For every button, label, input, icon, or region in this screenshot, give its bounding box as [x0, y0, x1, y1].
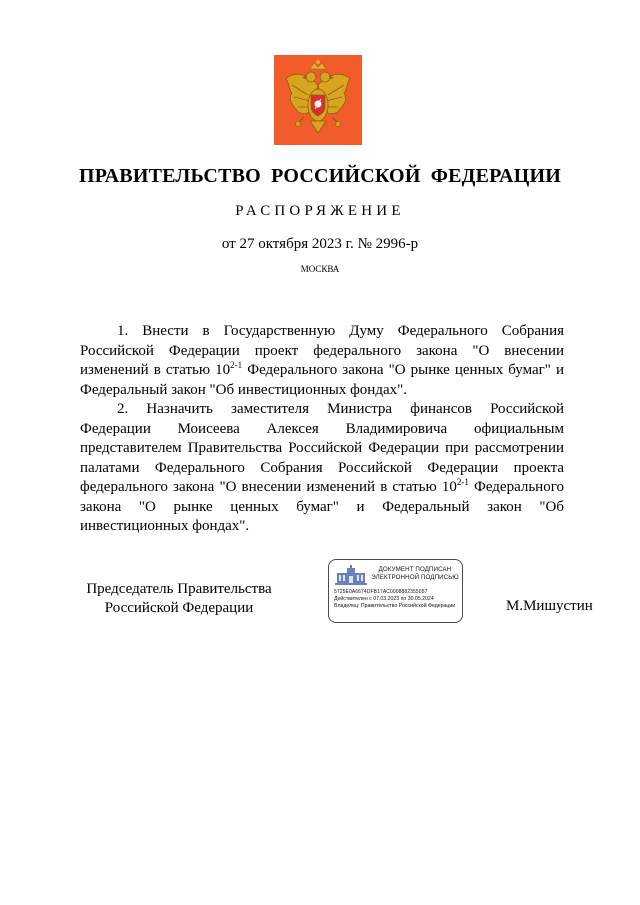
date-prefix: от — [221, 236, 236, 252]
certificate-owner: Владелец: Правительство Российской Федерации — [334, 603, 456, 609]
certificate-validity: Действителен с 07.03.2023 по 30.05.2024 — [334, 596, 434, 602]
government-building-icon — [335, 565, 367, 585]
city: МОСКВА — [300, 264, 340, 274]
paragraph-text: Назначить заместителя Министра финансов Российской Федерации Моисеева Алексея Владимировича официальным представителем Правительства Российской Федерации при рассмотрении палатами Федерального Собрания Российской Федерации проекта федерального закона "О внесении изменений в статью 10 — [80, 401, 565, 495]
signer-title-line-2: Российской Федерации — [104, 600, 254, 616]
number-prefix: № — [357, 236, 372, 252]
superscript: 2-1 — [456, 477, 469, 487]
superscript: 2-1 — [230, 360, 243, 370]
government-title: ПРАВИТЕЛЬСТВО РОССИЙСКОЙ ФЕДЕРАЦИИ — [79, 165, 561, 187]
paragraph-number: 2. — [117, 401, 129, 417]
paragraph-2 — [80, 400, 564, 537]
document-number: 2996-р — [375, 236, 419, 252]
paragraph-text: Федерального закона "О рынке ценных бумаг" и Федеральный закон "Об инвестиционных фондах". — [80, 479, 564, 534]
signer-title — [79, 580, 279, 618]
paragraph-text: Федерального закона "О рынке ценных бумаг" и Федеральный закон "Об инвестиционных фондах". — [80, 362, 565, 398]
stamp-title — [371, 566, 459, 582]
stamp-title-line-1: ДОКУМЕНТ ПОДПИСАН — [378, 566, 452, 573]
paragraph-text: Внести в Государственную Думу Федерального Собрания Российской Федерации проект федерального закона "О внесении изменений в статью 10 — [80, 323, 564, 378]
stamp-title-line-2: ЭЛЕКТРОННОЙ ПОДПИСЬЮ — [371, 574, 459, 581]
paragraph-number: 1. — [117, 323, 129, 339]
date-number-line — [0, 236, 640, 253]
paragraph-1 — [80, 322, 564, 400]
coat-of-arms-icon — [274, 55, 362, 145]
signer-name: М.Мишустин — [506, 598, 593, 614]
signer-title-line-1: Председатель Правительства — [86, 581, 272, 597]
electronic-signature-stamp — [328, 559, 463, 623]
document-body — [80, 322, 564, 537]
document-date: 27 октября 2023 г. — [239, 236, 354, 252]
document-type: РАСПОРЯЖЕНИЕ — [235, 203, 405, 219]
certificate-number: 5725E0A6674DFB17AC0008882355057 — [334, 589, 428, 595]
